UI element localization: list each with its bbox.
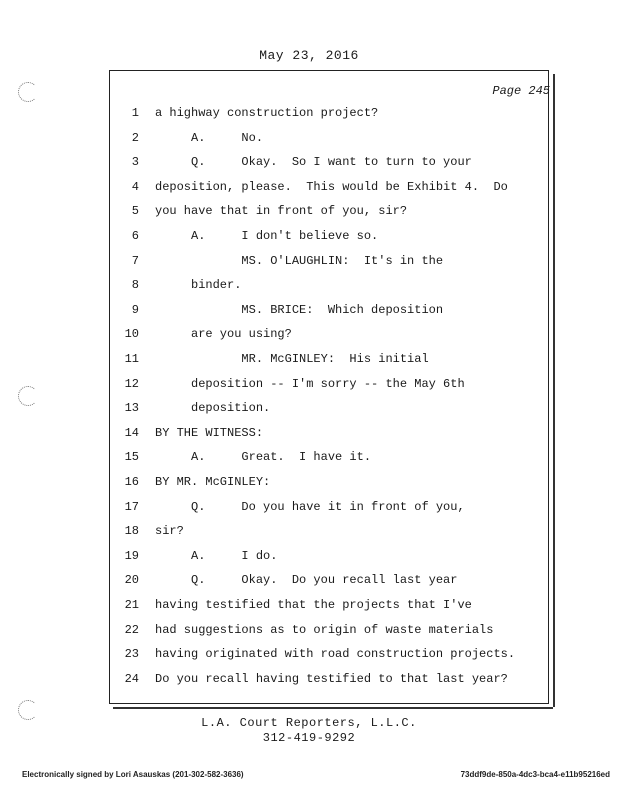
document-id: 73ddf9de-850a-4dc3-bca4-e11b95216ed xyxy=(460,770,610,779)
line-number: 23 xyxy=(124,647,139,662)
transcript-line xyxy=(109,202,549,220)
line-text: Q. Do you have it in front of you, xyxy=(155,499,465,514)
transcript-line xyxy=(109,448,549,466)
transcript-line xyxy=(109,670,549,688)
binder-hole-mark-middle xyxy=(18,386,38,406)
line-number: 3 xyxy=(131,155,139,170)
line-number: 15 xyxy=(124,450,139,465)
line-text: sir? xyxy=(155,524,184,539)
line-number: 16 xyxy=(124,475,139,489)
line-text: MS. O'LAUGHLIN: It's in the xyxy=(155,253,444,268)
line-text: Q. Okay. So I want to turn to your xyxy=(155,155,472,170)
line-text: deposition -- I'm sorry -- the May 6th xyxy=(155,376,465,391)
transcript-line xyxy=(109,301,549,319)
line-number: 8 xyxy=(131,278,139,293)
transcript-line xyxy=(109,276,549,294)
line-number: 18 xyxy=(124,524,139,539)
line-number: 9 xyxy=(131,302,139,317)
binder-hole-mark-bottom xyxy=(18,700,38,720)
line-number: 22 xyxy=(124,622,139,637)
line-number: 6 xyxy=(131,229,139,243)
electronic-signature: Electronically signed by Lori Asauskas (201-302-582-3636) xyxy=(22,770,244,779)
transcript-line xyxy=(109,645,549,663)
line-number: 19 xyxy=(124,548,139,563)
line-text: A. I do. xyxy=(155,548,278,563)
transcript-line xyxy=(109,547,549,565)
line-text: deposition. xyxy=(155,401,271,416)
transcript-line xyxy=(109,424,549,442)
line-number: 1 xyxy=(131,106,139,120)
line-text: a highway construction project? xyxy=(155,106,379,120)
line-text: A. Great. I have it. xyxy=(155,450,372,465)
line-text: Do you recall having testified to that last year? xyxy=(155,671,508,686)
line-text: deposition, please. This would be Exhibit 4. Do xyxy=(155,179,508,194)
transcript-line xyxy=(109,522,549,540)
line-number: 12 xyxy=(124,376,139,391)
court-reporter-name: L.A. Court Reporters, L.L.C. xyxy=(201,716,417,730)
line-number: 11 xyxy=(124,352,139,366)
page-frame-shadow-right xyxy=(549,74,555,707)
line-text: MR. McGINLEY: His initial xyxy=(155,352,429,366)
line-text: binder. xyxy=(155,278,242,293)
line-number: 10 xyxy=(124,327,139,342)
transcript-line xyxy=(109,498,549,516)
transcript-line xyxy=(109,375,549,393)
transcript-line xyxy=(109,399,549,417)
transcript-line xyxy=(109,621,549,639)
line-number: 13 xyxy=(124,401,139,416)
line-number: 17 xyxy=(124,499,139,514)
line-text: you have that in front of you, sir? xyxy=(155,204,408,219)
transcript-line xyxy=(109,178,549,196)
court-reporter-phone: 312-419-9292 xyxy=(262,731,356,745)
line-number: 5 xyxy=(131,204,139,219)
line-number: 14 xyxy=(124,425,139,440)
transcript-line xyxy=(109,129,549,147)
line-text: BY MR. McGINLEY: xyxy=(155,475,271,489)
line-number: 21 xyxy=(124,598,139,612)
line-number: 4 xyxy=(131,179,139,194)
transcript-line xyxy=(109,104,549,122)
transcript-line xyxy=(109,252,549,270)
line-number: 2 xyxy=(131,130,139,145)
transcript-line xyxy=(109,473,549,491)
line-text: A. I don't believe so. xyxy=(155,229,379,243)
line-text: are you using? xyxy=(155,327,292,342)
binder-hole-mark-top xyxy=(18,82,38,102)
transcript-line xyxy=(109,350,549,368)
line-text: having originated with road construction projects. xyxy=(155,647,516,662)
line-text: had suggestions as to origin of waste materials xyxy=(155,622,494,637)
line-text: A. No. xyxy=(155,130,264,145)
line-text: Q. Okay. Do you recall last year xyxy=(155,573,458,588)
line-number: 7 xyxy=(131,253,139,268)
transcript-line xyxy=(109,227,549,245)
transcript-date: May 23, 2016 xyxy=(259,48,359,63)
line-text: BY THE WITNESS: xyxy=(155,425,264,440)
line-text: MS. BRICE: Which deposition xyxy=(155,302,444,317)
transcript-line xyxy=(109,325,549,343)
page-number: Page 245 xyxy=(492,84,550,98)
line-text: having testified that the projects that I've xyxy=(155,598,472,612)
line-number: 24 xyxy=(124,671,139,686)
line-number: 20 xyxy=(124,573,139,588)
transcript-line xyxy=(109,153,549,171)
transcript-line xyxy=(109,571,549,589)
transcript-line xyxy=(109,596,549,614)
